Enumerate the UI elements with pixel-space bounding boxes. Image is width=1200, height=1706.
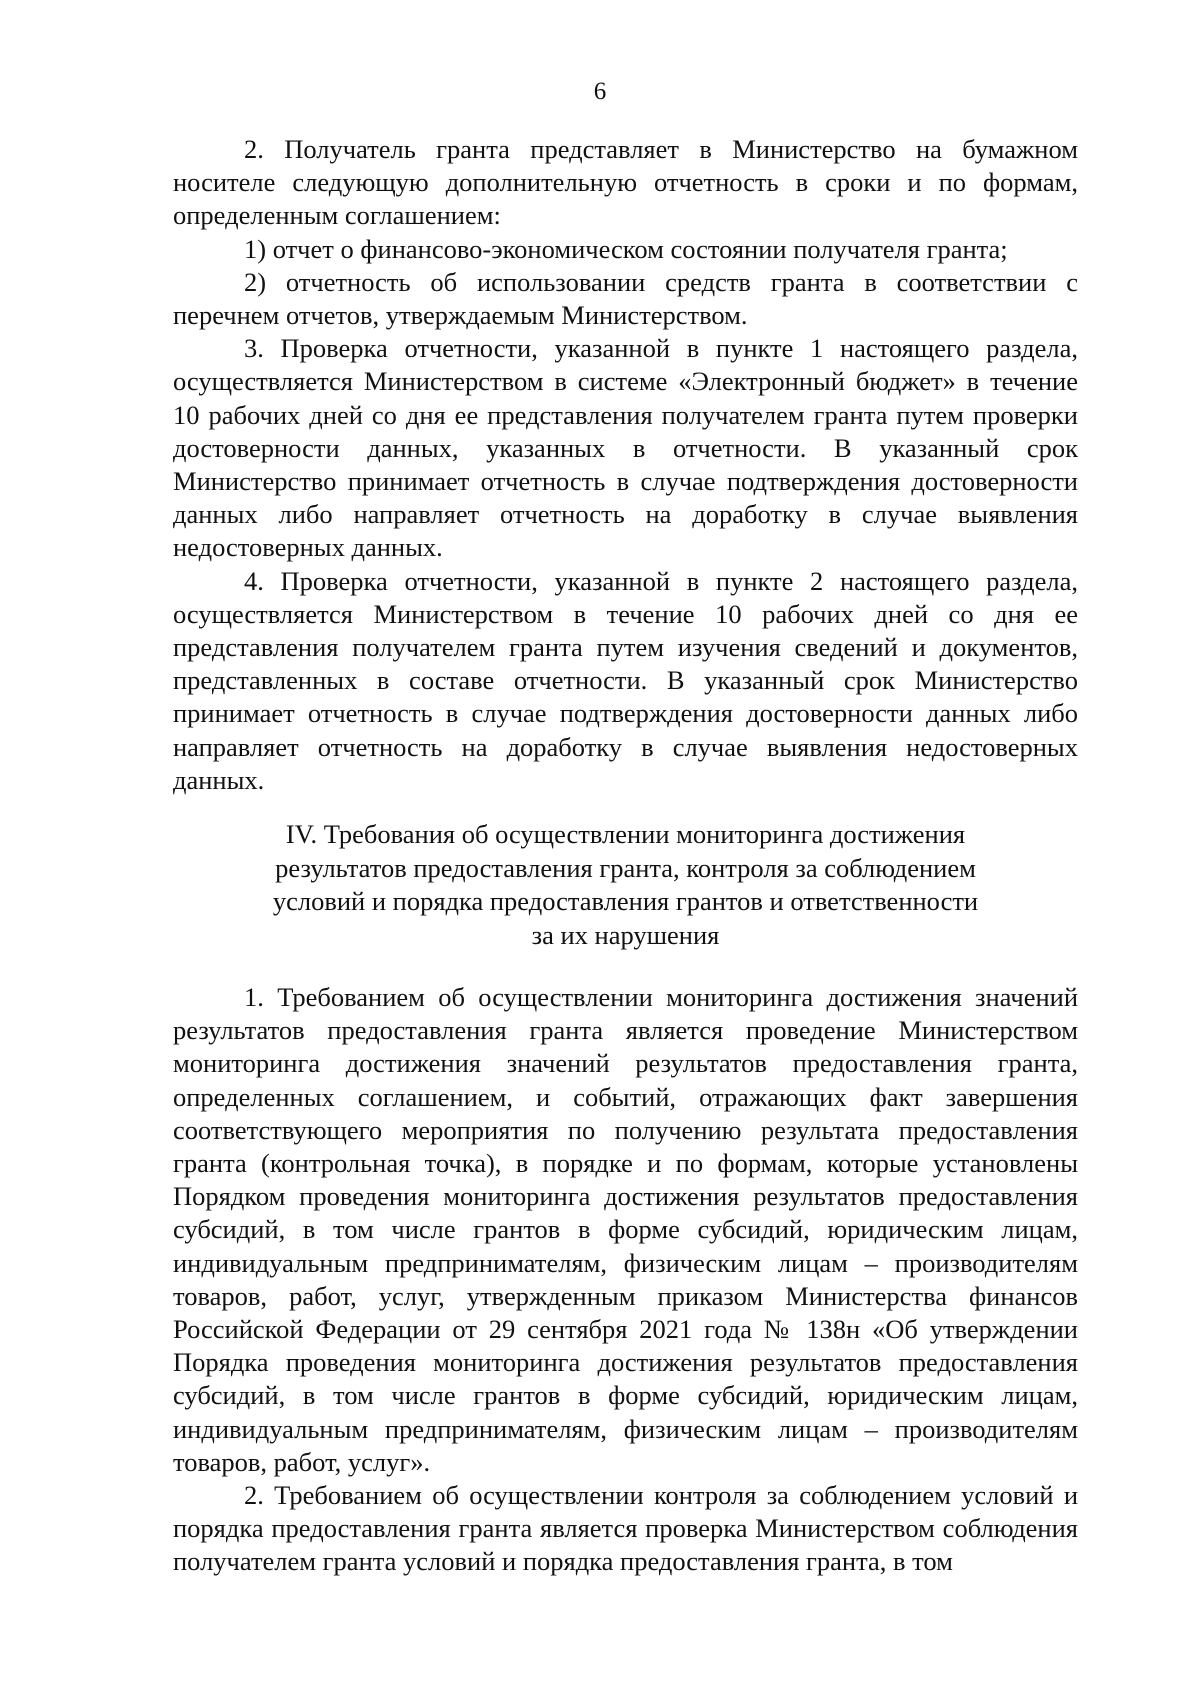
section-4-body [173,981,1078,1579]
section-3-body [173,133,1078,797]
section-4-heading [173,818,1078,952]
heading-line: за их нарушения [531,919,720,950]
list-item-2: 2) отчетность об использовании средств гранта в соответствии с перечнем отчетов, утверждаемым Министерством. [173,266,1078,331]
page-number: 6 [593,78,607,105]
heading-line: условий и порядка предоставления грантов и ответственности [272,886,979,916]
paragraph-1-monitoring: 1. Требованием об осуществлении мониторинга достижения значений результатов предоставления гранта является проведение Министерством мониторинга достижения значений результатов предоставления гранта, определенных соглашением, и событий, отражающих факт завершения соответствующего мероприятия по получению результата предоставления гранта (контрольная точка), в порядке и по формам, которые установлены Порядком проведения мониторинга достижения результатов предоставления субсидий, в том числе грантов в форме субсидий, юридическим лицам, индивидуальным предпринимателям, физическим лицам – производителям товаров, работ, услуг, утвержденным приказом Министерства финансов Российской Федерации от 29 сентября 2021 года № 138н «Об утверждении Порядка проведения мониторинга достижения результатов предоставления субсидий, в том числе грантов в форме субсидий, юридическим лицам, индивидуальным предпринимателям, физическим лицам – производителям товаров, работ, услуг». [173,982,1078,1477]
list-item-1: 1) отчет о финансово-экономическом состоянии получателя гранта; [244,233,1008,264]
paragraph-4-check: 4. Проверка отчетности, указанной в пункте 2 настоящего раздела, осуществляется Министерством в течение 10 рабочих дней со дня ее представления получателем гранта путем изучения сведений и документов, представленных в составе отчетности. В указанный срок Министерство принимает отчетность в случае подтверждения достоверности данных либо направляет отчетность на доработку в случае выявления недостоверных данных. [173,565,1078,795]
heading-line: результатов предоставления гранта, контроля за соблюдением [275,852,976,883]
paragraph-2-control: 2. Требованием об осуществлении контроля за соблюдением условий и порядка предоставления гранта является проверка Министерством соблюдения получателем гранта условий и порядка предоставления гранта, в том [173,1480,1078,1577]
heading-line: IV. Требования об осуществлении мониторинга достижения [285,819,966,849]
paragraph-3-check: 3. Проверка отчетности, указанной в пункте 1 настоящего раздела, осуществляется Министерством в системе «Электронный бюджет» в течение 10 рабочих дней со дня ее представления получателем гранта путем проверки достоверности данных, указанных в отчетности. В указанный срок Министерство принимает отчетность в случае подтверждения достоверности данных либо направляет отчетность на доработку в случае выявления недостоверных данных. [173,333,1078,563]
paragraph-2-reporting: 2. Получатель гранта представляет в Министерство на бумажном носителе следующую дополнительную отчетность в сроки и по формам, определенным соглашением: [173,134,1078,231]
